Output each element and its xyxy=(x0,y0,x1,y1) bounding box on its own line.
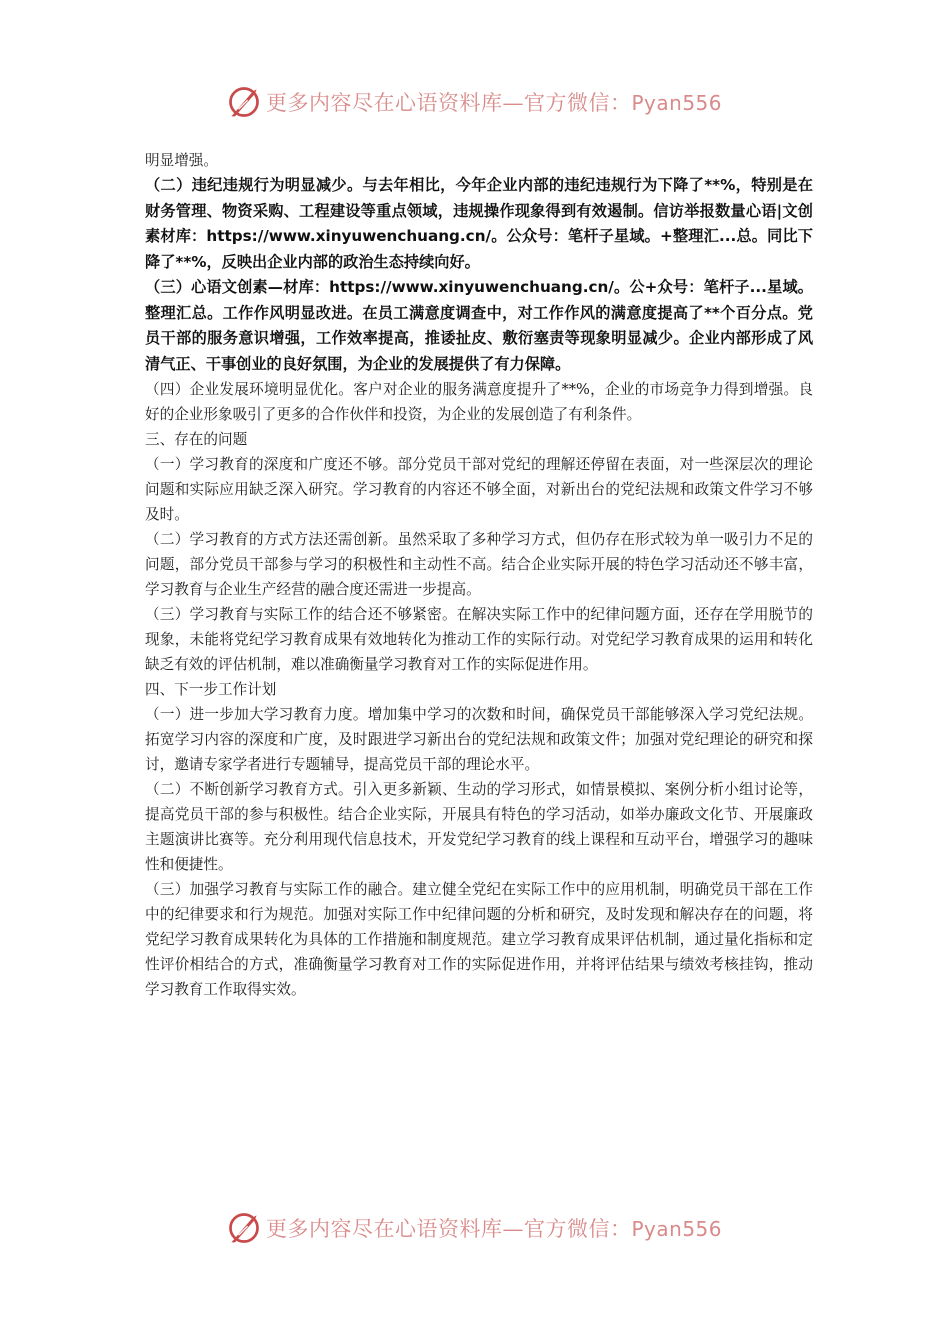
paragraph-1: 明显增强。 xyxy=(145,152,218,169)
paragraph-4: （四）企业发展环境明显优化。客户对企业的服务满意度提升了**%，企业的市场竞争力得到增强。良好的企业形象吸引了更多的合作伙伴和投资，为企业的发展创造了有利条件。 xyxy=(145,381,813,423)
header-banner-text: 更多内容尽在心语资料库—官方微信：Pyan556 xyxy=(266,91,723,115)
paragraph-11: （二）不断创新学习教育方式。引入更多新颖、生动的学习形式，如情景模拟、案例分析小组讨论等，提高党员干部的参与积极性。结合企业实际，开展具有特色的学习活动，如举办廉政文化节、开展廉政主题演讲比赛等。充分利用现代信息技术，开发党纪学习教育的线上课程和互动平台，增强学习的趣味性和便捷性。 xyxy=(145,781,813,873)
section-heading-problems: 三、存在的问题 xyxy=(145,431,248,448)
quill-logo-icon xyxy=(226,1210,262,1246)
paragraph-12: （三）加强学习教育与实际工作的融合。建立健全党纪在实际工作中的应用机制，明确党员干部在工作中的纪律要求和行为规范。加强对实际工作中纪律问题的分析和研究，及时发现和解决存在的问题，将党纪学习教育成果转化为具体的工作措施和制度规范。建立学习教育成果评估机制，通过量化指标和定性评价相结合的方式，准确衡量学习教育对工作的实际促进作用，并将评估结果与绩效考核挂钩，推动学习教育工作取得实效。 xyxy=(145,881,813,998)
header-banner xyxy=(226,82,722,122)
paragraph-8: （三）学习教育与实际工作的结合还不够紧密。在解决实际工作中的纪律问题方面，还存在学用脱节的现象，未能将党纪学习教育成果有效地转化为推动工作的实际行动。对党纪学习教育成果的运用和转化缺乏有效的评估机制，难以准确衡量学习教育对工作的实际促进作用。 xyxy=(145,606,813,673)
paragraph-3: （三）心语文创素—材库：https://www.xinyuwenchuang.cn/。公+众号：笔杆子...星域。整理汇总。工作作风明显改进。在员工满意度调查中，对工作作风的满意度提高了**个百分点。党员干部的服务意识增强，工作效率提高，推诿扯皮、敷衍塞责等现象明显减少。企业内部形成了风清气正、干事创业的良好氛围，为企业的发展提供了有力保障。 xyxy=(145,278,813,373)
quill-logo-icon xyxy=(226,84,262,120)
footer-wechat-id: Pyan556 xyxy=(631,1217,723,1241)
header-wechat-id: Pyan556 xyxy=(631,91,723,115)
paragraph-10: （一）进一步加大学习教育力度。增加集中学习的次数和时间，确保党员干部能够深入学习党纪法规。拓宽学习内容的深度和广度，及时跟进学习新出台的党纪法规和政策文件；加强对党纪理论的研究和探讨，邀请专家学者进行专题辅导，提高党员干部的理论水平。 xyxy=(145,706,813,773)
paragraph-6: （一）学习教育的深度和广度还不够。部分党员干部对党纪的理解还停留在表面，对一些深层次的理论问题和实际应用缺乏深入研究。学习教育的内容还不够全面，对新出台的党纪法规和政策文件学习不够及时。 xyxy=(145,456,813,523)
paragraph-2: （二）违纪违规行为明显减少。与去年相比，今年企业内部的违纪违规行为下降了**%，特别是在财务管理、物资采购、工程建设等重点领域，违规操作现象得到有效遏制。信访举报数量心语|文创素材库：https://www.xinyuwenchuang.cn/。公众号：笔杆子星域。+整理汇...总。同比下降了**%，反映出企业内部的政治生态持续向好。 xyxy=(145,176,813,271)
section-heading-next-steps: 四、下一步工作计划 xyxy=(145,681,277,698)
footer-banner-text: 更多内容尽在心语资料库—官方微信：Pyan556 xyxy=(266,1217,723,1241)
document-body xyxy=(145,148,813,1002)
footer-banner xyxy=(226,1208,722,1248)
paragraph-7: （二）学习教育的方式方法还需创新。虽然采取了多种学习方式，但仍存在形式较为单一吸引力不足的问题，部分党员干部参与学习的积极性和主动性不高。结合企业实际开展的特色学习活动还不够丰富，学习教育与企业生产经营的融合度还需进一步提高。 xyxy=(145,531,813,598)
